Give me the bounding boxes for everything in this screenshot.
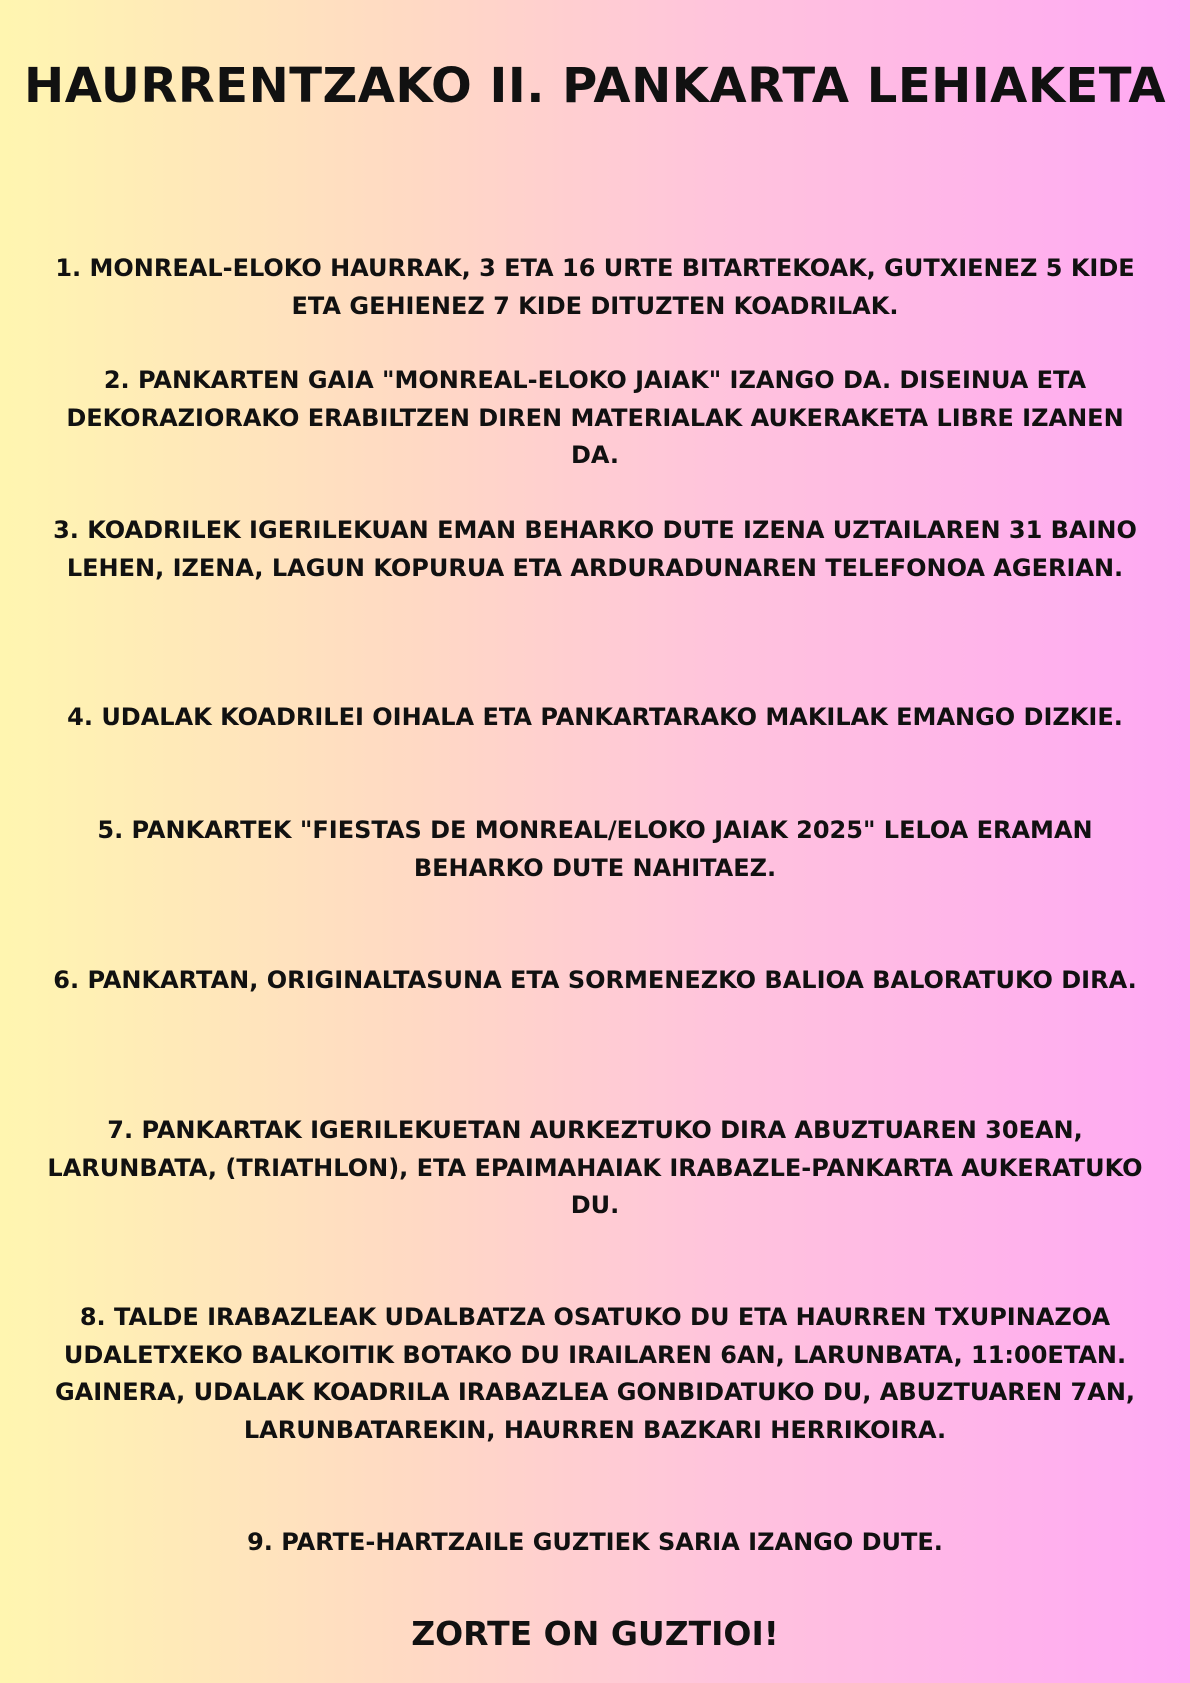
rule-7: 7. PANKARTAK IGERILEKUETAN AURKEZTUKO DIRA ABUZTUAREN 30EAN, LARUNBATA, (TRIATHLON), ETA EPAIMAHAIAK IRABAZLE-PANKARTA AUKERATUKO DU. [47,1116,1143,1219]
closing-message: ZORTE ON GUZTIOI! [411,1614,779,1653]
rule-3: 3. KOADRILEK IGERILEKUAN EMAN BEHARKO DUTE IZENA UZTAILAREN 31 BAINO LEHEN, IZENA, LAGUN KOPURUA ETA ARDURADUNAREN TELEFONOA AGERIAN. [53,516,1137,582]
rule-2: 2. PANKARTEN GAIA "MONREAL-ELOKO JAIAK" IZANGO DA. DISEINUA ETA DEKORAZIORAKO ERABILTZEN DIREN MATERIALAK AUKERAKETA LIBRE IZANEN DA. [66,366,1124,469]
rule-9: 9. PARTE-HARTZAILE GUZTIEK SARIA IZANGO DUTE. [247,1528,943,1556]
rule-8: 8. TALDE IRABAZLEAK UDALBATZA OSATUKO DU ETA HAURREN TXUPINAZOA UDALETXEKO BALKOITIK BOTAKO DU IRAILAREN 6AN, LARUNBATA, 11:00ETAN. GAINERA, UDALAK KOADRILA IRABAZLEA GONBIDATUKO DU, ABUZTUAREN 7AN, LARUNBATAREKIN, HAURREN BAZKARI HERRIKOIRA. [54,1303,1136,1444]
rule-4: 4. UDALAK KOADRILEI OIHALA ETA PANKARTARAKO MAKILAK EMANGO DIZKIE. [67,703,1123,731]
poster-title: HAURRENTZAKO II. PANKARTA LEHIAKETA [24,58,1166,114]
rule-5: 5. PANKARTEK "FIESTAS DE MONREAL/ELOKO JAIAK 2025" LELOA ERAMAN BEHARKO DUTE NAHITAEZ. [97,816,1093,882]
rule-1: 1. MONREAL-ELOKO HAURRAK, 3 ETA 16 URTE BITARTEKOAK, GUTXIENEZ 5 KIDE ETA GEHIENEZ 7 KIDE DITUZTEN KOADRILAK. [55,254,1135,320]
rule-6: 6. PANKARTAN, ORIGINALTASUNA ETA SORMENEZKO BALIOA BALORATUKO DIRA. [53,966,1137,994]
